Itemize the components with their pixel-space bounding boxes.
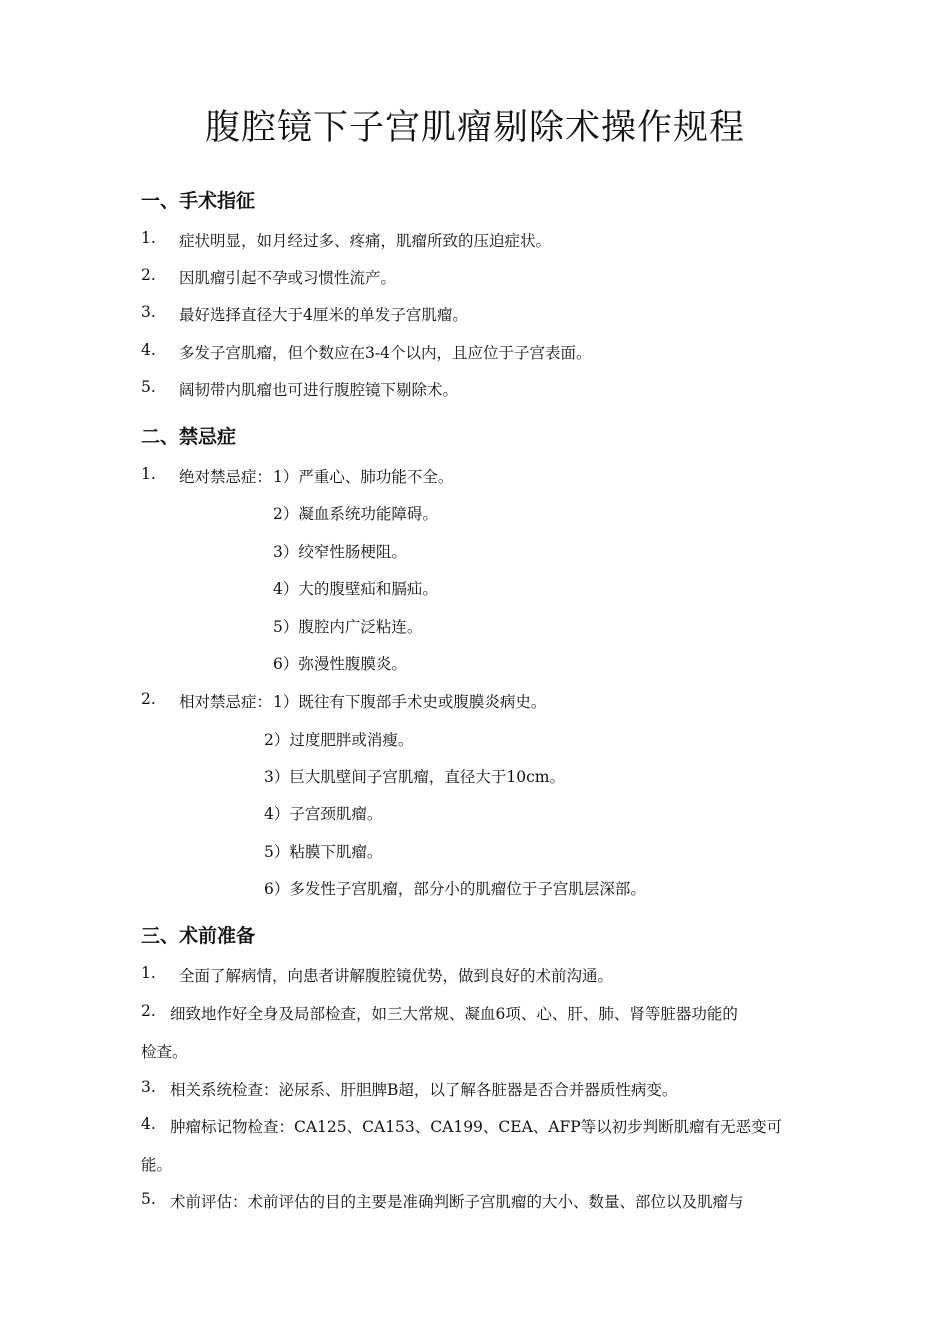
list-number: 1. — [141, 465, 156, 483]
sub-item: 4）大的腹壁疝和膈疝。 — [273, 580, 438, 598]
list-item-text: 症状明显，如月经过多、疼痛，肌瘤所致的压迫症状。 — [179, 232, 552, 250]
list-item-continuation: 能。 — [141, 1156, 173, 1174]
list-item-text: 术前评估：术前评估的目的主要是准确判断子宫肌瘤的大小、数量、部位以及肌瘤与 — [170, 1193, 744, 1211]
list-item-text: 细致地作好全身及局部检查，如三大常规、凝血6项、心、肝、肺、肾等脏器功能的 — [170, 1005, 738, 1023]
list-number: 4. — [141, 1115, 156, 1133]
list-item-text: 全面了解病情，向患者讲解腹腔镜优势，做到良好的术前沟通。 — [179, 967, 614, 985]
list-item-text: 相关系统检查：泌尿系、肝胆脾B超，以了解各脏器是否合并器质性病变。 — [170, 1081, 678, 1099]
document-title: 腹腔镜下子宫肌瘤剔除术操作规程 — [204, 108, 745, 148]
sub-item: 5）腹腔内广泛粘连。 — [273, 618, 423, 636]
sub-item: 6）弥漫性腹膜炎。 — [273, 655, 407, 673]
sub-item: 1）既往有下腹部手术史或腹膜炎病史。 — [273, 693, 547, 711]
section-heading-preparation: 三、术前准备 — [141, 925, 256, 947]
list-number: 1. — [141, 229, 156, 247]
list-number: 2. — [141, 1002, 156, 1020]
list-item-text: 肿瘤标记物检查：CA125、CA153、CA199、CEA、AFP等以初步判断肌瘤有无恶变可 — [170, 1118, 783, 1136]
list-number: 3. — [141, 1078, 156, 1096]
list-item-text: 多发子宫肌瘤，但个数应在3-4个以内，且应位于子宫表面。 — [179, 344, 592, 362]
list-number: 1. — [141, 964, 156, 982]
list-item-continuation: 检查。 — [141, 1043, 188, 1061]
sub-item: 3）绞窄性肠梗阻。 — [273, 543, 407, 561]
list-number: 5. — [141, 378, 156, 396]
list-number: 5. — [141, 1190, 156, 1208]
sub-item: 5）粘膜下肌瘤。 — [264, 843, 383, 861]
list-number: 4. — [141, 341, 156, 359]
list-number: 2. — [141, 266, 156, 284]
relative-contraindication-label: 相对禁忌症： — [179, 693, 273, 711]
list-item-text: 因肌瘤引起不孕或习惯性流产。 — [179, 269, 397, 287]
list-number: 3. — [141, 303, 156, 321]
sub-item: 2）过度肥胖或消瘦。 — [264, 731, 414, 749]
sub-item: 4）子宫颈肌瘤。 — [264, 805, 383, 823]
sub-item: 2）凝血系统功能障碍。 — [273, 505, 438, 523]
list-item-text: 最好选择直径大于4厘米的单发子宫肌瘤。 — [179, 306, 468, 324]
list-number: 2. — [141, 690, 156, 708]
sub-item: 1）严重心、肺功能不全。 — [273, 468, 454, 486]
absolute-contraindication-label: 绝对禁忌症： — [179, 468, 273, 486]
list-item-text: 阔韧带内肌瘤也可进行腹腔镜下剔除术。 — [179, 381, 459, 399]
section-heading-contraindications: 二、禁忌症 — [141, 426, 237, 448]
section-heading-indications: 一、手术指征 — [141, 190, 256, 212]
sub-item: 3）巨大肌壁间子宫肌瘤，直径大于10cm。 — [264, 768, 565, 786]
sub-item: 6）多发性子宫肌瘤，部分小的肌瘤位于子宫肌层深部。 — [264, 880, 646, 898]
